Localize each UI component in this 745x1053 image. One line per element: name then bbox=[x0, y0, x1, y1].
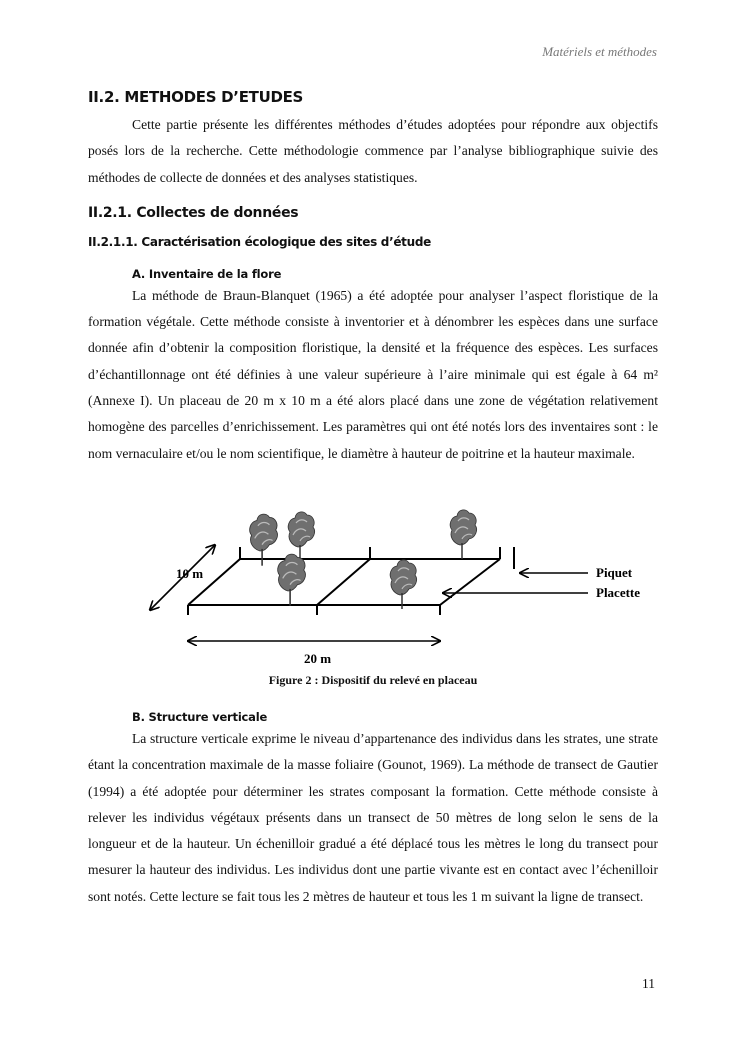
plot-diagram bbox=[88, 485, 658, 666]
figure-caption: Figure 2 : Dispositif du relevé en placeau bbox=[268, 672, 478, 687]
section-heading: II.2. METHODES D’ETUDES bbox=[88, 88, 304, 106]
page-content bbox=[88, 88, 658, 910]
placette-label: Placette bbox=[596, 584, 641, 600]
section-intro-paragraph: Cette partie présente les différentes méthodes d’études adoptées pour répondre aux objectifs posés lors de la recherche. Cette méthodologie commence par l’analyse bibliographique suivie des méthodes de collecte de données et des analyses statistiques. bbox=[88, 117, 658, 185]
subsubsection-heading: II.2.1.1. Caractérisation écologique des sites d’étude bbox=[88, 234, 431, 249]
part-b-heading: B. Structure verticale bbox=[132, 709, 268, 724]
part-a-paragraph: La méthode de Braun-Blanquet (1965) a été adoptée pour analyser l’aspect floristique de la formation végétale. Cette méthode consiste à inventorier et à dénombrer les espèces dans une surface donnée afin d’obtenir la composition floristique, la densité et la fréquence des espèces. Les surfaces d’échantillonnage ont été définies à une valeur supérieure à l’aire minimale qui est égale à 64 m² (Annexe I). Un placeau de 20 m x 10 m a été alors placé dans une zone de végétation relativement homogène des parcelles d’enrichissement. Les paramètres qui ont été notés lors des inventaires sont : le nom vernaculaire et/ou le nom scientifique, le diamètre à hauteur de poitrine et la hauteur maximale. bbox=[88, 287, 658, 461]
part-b-paragraph: La structure verticale exprime le niveau d’appartenance des individus dans les strates, une strate étant la concentration maximale de la masse foliaire (Gounot, 1969). La méthode de transect de Gautier (1994) a été adoptée pour déterminer les strates composant la formation. Cette méthode consiste à relever les individus végétaux présents dans un transect de 50 mètres de long selon le sens de la longueur et de la hauteur. Un échenilloir gradué a été déplacé tous les mètres le long du transect pour mesurer la hauteur des individus. Les individus dont une partie vivante est en contact avec l’échenilloir sont notés. Cette lecture se fait tous les 2 mètres de hauteur et tous les 1 m suivant la ligne de transect. bbox=[88, 730, 658, 904]
length-label: 20 m bbox=[304, 650, 332, 666]
piquet-label: Piquet bbox=[596, 564, 633, 580]
subsection-heading: II.2.1. Collectes de données bbox=[88, 204, 299, 221]
running-header: Matériels et méthodes bbox=[542, 44, 657, 59]
width-label: 10 m bbox=[176, 565, 204, 581]
part-a-heading: A. Inventaire de la flore bbox=[132, 266, 282, 281]
plot-diagram-drawing bbox=[88, 485, 658, 666]
page-number: 11 bbox=[642, 976, 655, 991]
